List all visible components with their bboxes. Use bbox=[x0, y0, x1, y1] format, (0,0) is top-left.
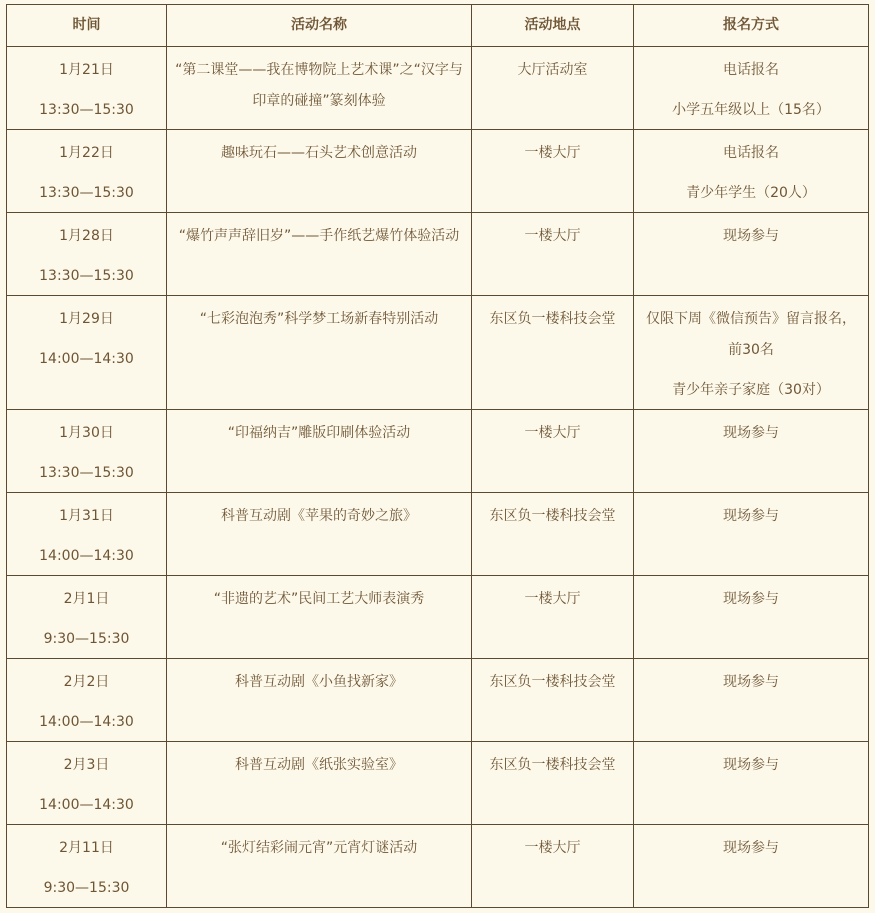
date-text: 1月29日 bbox=[59, 311, 114, 327]
registration-text: 电话报名 bbox=[723, 145, 779, 161]
registration-text: 现场参与 bbox=[723, 228, 779, 244]
time-range-text: 13:30—15:30 bbox=[39, 102, 134, 118]
time-cell bbox=[7, 130, 167, 213]
activity-name-cell: 趣味玩石——石头艺术创意活动 bbox=[167, 130, 472, 213]
time-range-text: 13:30—15:30 bbox=[39, 185, 134, 201]
table-row bbox=[7, 213, 869, 296]
time-range-text: 13:30—15:30 bbox=[39, 268, 134, 284]
activity-schedule-table bbox=[6, 4, 869, 908]
registration-cell bbox=[634, 130, 869, 213]
time-range-text: 9:30—15:30 bbox=[43, 631, 130, 647]
activity-name-cell: “七彩泡泡秀”科学梦工场新春特别活动 bbox=[167, 296, 472, 410]
registration-cell bbox=[634, 659, 869, 742]
time-range-text: 13:30—15:30 bbox=[39, 465, 134, 481]
registration-cell bbox=[634, 576, 869, 659]
location-cell: 东区负一楼科技会堂 bbox=[472, 296, 634, 410]
time-cell bbox=[7, 576, 167, 659]
date-text: 2月1日 bbox=[63, 591, 110, 607]
registration-cell bbox=[634, 213, 869, 296]
time-cell bbox=[7, 296, 167, 410]
activity-name-cell: “张灯结彩闹元宵”元宵灯谜活动 bbox=[167, 825, 472, 908]
activity-name-cell: 科普互动剧《苹果的奇妙之旅》 bbox=[167, 493, 472, 576]
time-cell bbox=[7, 213, 167, 296]
registration-cell bbox=[634, 47, 869, 130]
registration-cell bbox=[634, 742, 869, 825]
time-range-text: 14:00—14:30 bbox=[39, 351, 134, 367]
location-cell: 东区负一楼科技会堂 bbox=[472, 659, 634, 742]
location-cell: 一楼大厅 bbox=[472, 130, 634, 213]
date-text: 1月30日 bbox=[59, 425, 114, 441]
time-cell bbox=[7, 742, 167, 825]
header-location: 活动地点 bbox=[472, 5, 634, 47]
time-range-text: 9:30—15:30 bbox=[43, 880, 130, 896]
location-cell: 东区负一楼科技会堂 bbox=[472, 742, 634, 825]
location-cell: 一楼大厅 bbox=[472, 213, 634, 296]
registration-text: 现场参与 bbox=[723, 591, 779, 607]
registration-text: 小学五年级以上（15名） bbox=[672, 102, 830, 118]
activity-name-cell: “印福纳吉”雕版印刷体验活动 bbox=[167, 410, 472, 493]
date-text: 2月11日 bbox=[59, 840, 114, 856]
registration-cell bbox=[634, 296, 869, 410]
activity-name-cell: “非遗的艺术”民间工艺大师表演秀 bbox=[167, 576, 472, 659]
date-text: 2月2日 bbox=[63, 674, 110, 690]
registration-text: 青少年学生（20人） bbox=[686, 185, 816, 201]
time-cell bbox=[7, 410, 167, 493]
table-row bbox=[7, 659, 869, 742]
activity-name-cell: 科普互动剧《纸张实验室》 bbox=[167, 742, 472, 825]
registration-text: 现场参与 bbox=[723, 425, 779, 441]
activity-name-cell: 科普互动剧《小鱼找新家》 bbox=[167, 659, 472, 742]
date-text: 1月28日 bbox=[59, 228, 114, 244]
location-cell: 一楼大厅 bbox=[472, 410, 634, 493]
date-text: 1月21日 bbox=[59, 62, 114, 78]
location-cell: 一楼大厅 bbox=[472, 825, 634, 908]
table-header-row bbox=[7, 5, 869, 47]
time-cell bbox=[7, 825, 167, 908]
time-cell bbox=[7, 659, 167, 742]
registration-text: 现场参与 bbox=[723, 508, 779, 524]
location-cell: 大厅活动室 bbox=[472, 47, 634, 130]
registration-cell bbox=[634, 493, 869, 576]
location-cell: 东区负一楼科技会堂 bbox=[472, 493, 634, 576]
registration-text: 仅限下周《微信预告》留言报名，前30名 bbox=[646, 311, 856, 358]
header-time: 时间 bbox=[7, 5, 167, 47]
table-row bbox=[7, 825, 869, 908]
registration-cell bbox=[634, 410, 869, 493]
registration-text: 现场参与 bbox=[723, 840, 779, 856]
date-text: 2月3日 bbox=[63, 757, 110, 773]
table-row bbox=[7, 576, 869, 659]
table-row bbox=[7, 410, 869, 493]
table-row bbox=[7, 742, 869, 825]
time-cell bbox=[7, 47, 167, 130]
time-cell bbox=[7, 493, 167, 576]
table-row bbox=[7, 130, 869, 213]
activity-name-cell: “第二课堂——我在博物院上艺术课”之“汉字与印章的碰撞”篆刻体验 bbox=[167, 47, 472, 130]
header-registration: 报名方式 bbox=[634, 5, 869, 47]
date-text: 1月22日 bbox=[59, 145, 114, 161]
location-cell: 一楼大厅 bbox=[472, 576, 634, 659]
date-text: 1月31日 bbox=[59, 508, 114, 524]
time-range-text: 14:00—14:30 bbox=[39, 797, 134, 813]
time-range-text: 14:00—14:30 bbox=[39, 548, 134, 564]
registration-text: 青少年亲子家庭（30对） bbox=[672, 382, 830, 398]
activity-name-cell: “爆竹声声辞旧岁”——手作纸艺爆竹体验活动 bbox=[167, 213, 472, 296]
table-row bbox=[7, 296, 869, 410]
registration-cell bbox=[634, 825, 869, 908]
time-range-text: 14:00—14:30 bbox=[39, 714, 134, 730]
table-row bbox=[7, 47, 869, 130]
registration-text: 现场参与 bbox=[723, 674, 779, 690]
registration-text: 现场参与 bbox=[723, 757, 779, 773]
registration-text: 电话报名 bbox=[723, 62, 779, 78]
header-activity-name: 活动名称 bbox=[167, 5, 472, 47]
table-row bbox=[7, 493, 869, 576]
